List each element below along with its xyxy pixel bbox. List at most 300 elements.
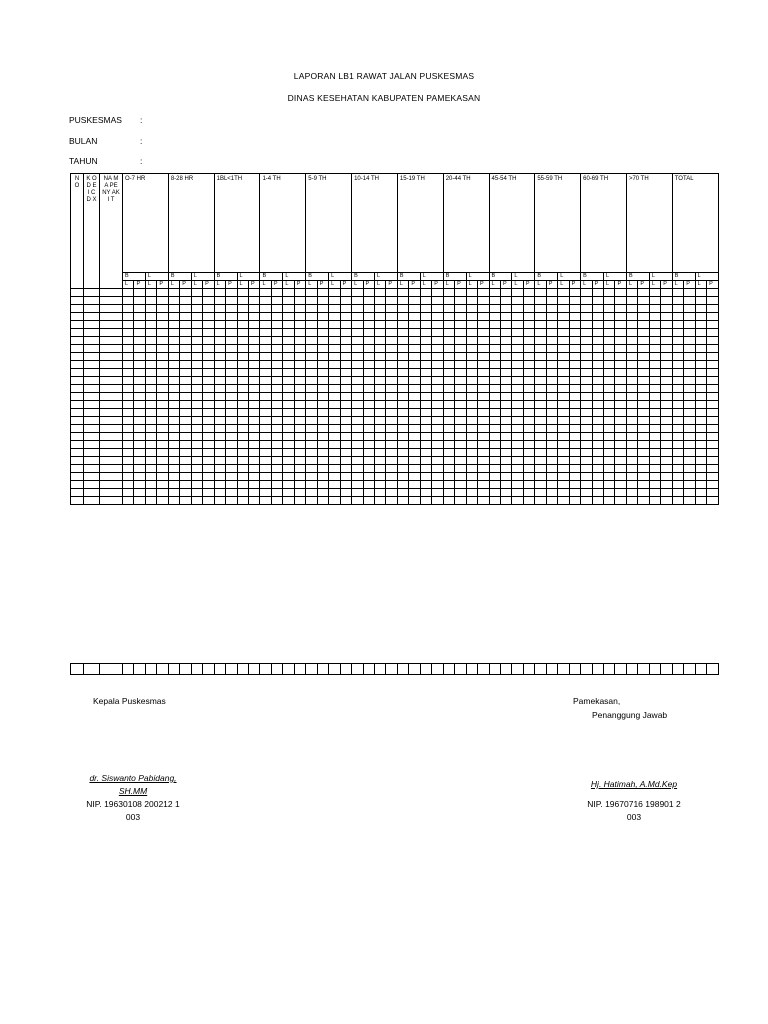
table-cell bbox=[317, 497, 328, 505]
summary-cell bbox=[420, 664, 431, 675]
table-cell bbox=[340, 321, 351, 329]
table-cell bbox=[123, 337, 134, 345]
sub-header-lp-l: L bbox=[489, 281, 500, 289]
table-cell bbox=[512, 497, 523, 505]
table-cell bbox=[134, 353, 145, 361]
table-cell bbox=[626, 313, 637, 321]
table-cell bbox=[432, 425, 443, 433]
table-cell bbox=[581, 305, 592, 313]
table-cell bbox=[638, 289, 649, 297]
table-cell bbox=[168, 481, 179, 489]
table-cell bbox=[569, 489, 580, 497]
table-cell bbox=[432, 409, 443, 417]
table-cell bbox=[672, 401, 683, 409]
age-group-header: 8-28 HR bbox=[168, 174, 214, 273]
table-cell bbox=[71, 361, 84, 369]
table-cell bbox=[214, 489, 225, 497]
table-cell bbox=[672, 393, 683, 401]
table-cell bbox=[294, 425, 305, 433]
table-cell bbox=[672, 369, 683, 377]
table-cell bbox=[363, 497, 374, 505]
table-cell bbox=[592, 353, 603, 361]
table-cell bbox=[397, 481, 408, 489]
table-cell bbox=[581, 321, 592, 329]
sub-header-lp-l: L bbox=[649, 281, 660, 289]
table-row bbox=[71, 329, 719, 337]
table-cell bbox=[592, 385, 603, 393]
table-cell bbox=[191, 393, 202, 401]
table-cell bbox=[363, 457, 374, 465]
table-cell bbox=[500, 321, 511, 329]
table-cell bbox=[352, 457, 363, 465]
table-cell bbox=[649, 321, 660, 329]
table-cell bbox=[294, 369, 305, 377]
table-cell bbox=[248, 473, 259, 481]
sub-header-lp-p: P bbox=[615, 281, 626, 289]
table-cell bbox=[237, 329, 248, 337]
table-cell bbox=[317, 425, 328, 433]
table-cell bbox=[340, 361, 351, 369]
table-cell bbox=[260, 425, 271, 433]
table-cell bbox=[191, 353, 202, 361]
table-cell bbox=[466, 289, 477, 297]
table-cell bbox=[386, 401, 397, 409]
table-cell bbox=[535, 425, 546, 433]
table-cell bbox=[180, 377, 191, 385]
table-cell bbox=[191, 433, 202, 441]
table-cell bbox=[581, 409, 592, 417]
table-cell bbox=[386, 473, 397, 481]
table-cell bbox=[203, 297, 214, 305]
table-cell bbox=[237, 481, 248, 489]
table-cell bbox=[478, 457, 489, 465]
table-cell bbox=[386, 393, 397, 401]
table-cell bbox=[558, 329, 569, 337]
table-cell bbox=[478, 489, 489, 497]
table-cell bbox=[500, 385, 511, 393]
table-cell bbox=[569, 433, 580, 441]
table-cell bbox=[409, 481, 420, 489]
table-cell bbox=[672, 321, 683, 329]
table-cell bbox=[569, 289, 580, 297]
table-cell bbox=[581, 481, 592, 489]
table-cell bbox=[71, 321, 84, 329]
table-cell bbox=[294, 305, 305, 313]
table-cell bbox=[626, 321, 637, 329]
table-cell bbox=[684, 433, 695, 441]
table-cell bbox=[523, 353, 534, 361]
table-cell bbox=[203, 457, 214, 465]
table-cell bbox=[707, 305, 719, 313]
table-cell bbox=[455, 345, 466, 353]
table-cell bbox=[71, 385, 84, 393]
table-cell bbox=[512, 337, 523, 345]
table-cell bbox=[684, 297, 695, 305]
table-cell bbox=[569, 417, 580, 425]
table-cell bbox=[168, 297, 179, 305]
table-cell bbox=[592, 321, 603, 329]
table-cell bbox=[661, 497, 672, 505]
table-cell bbox=[512, 329, 523, 337]
table-cell bbox=[397, 489, 408, 497]
table-cell bbox=[157, 297, 168, 305]
table-cell bbox=[512, 441, 523, 449]
table-cell bbox=[283, 337, 294, 345]
table-cell bbox=[397, 345, 408, 353]
summary-cell bbox=[145, 664, 156, 675]
table-cell bbox=[145, 473, 156, 481]
table-cell bbox=[443, 353, 454, 361]
table-cell bbox=[615, 297, 626, 305]
table-cell bbox=[294, 441, 305, 449]
table-row bbox=[71, 489, 719, 497]
table-cell bbox=[329, 441, 340, 449]
table-cell bbox=[100, 465, 123, 473]
table-cell bbox=[546, 401, 557, 409]
table-cell bbox=[214, 321, 225, 329]
table-cell bbox=[386, 489, 397, 497]
table-cell bbox=[649, 465, 660, 473]
table-cell bbox=[203, 321, 214, 329]
table-cell bbox=[512, 353, 523, 361]
table-cell bbox=[226, 489, 237, 497]
table-cell bbox=[546, 289, 557, 297]
table-cell bbox=[363, 345, 374, 353]
table-cell bbox=[203, 353, 214, 361]
table-cell bbox=[237, 409, 248, 417]
table-row bbox=[71, 497, 719, 505]
table-cell bbox=[409, 425, 420, 433]
table-cell bbox=[317, 481, 328, 489]
summary-cell bbox=[168, 664, 179, 675]
table-cell bbox=[363, 329, 374, 337]
table-cell bbox=[672, 457, 683, 465]
table-cell bbox=[466, 481, 477, 489]
sub-header-lp-p: P bbox=[157, 281, 168, 289]
table-cell bbox=[168, 465, 179, 473]
sub-header-lp-l: L bbox=[123, 281, 134, 289]
table-cell bbox=[592, 337, 603, 345]
age-group-header: 1-4 TH bbox=[260, 174, 306, 273]
table-cell bbox=[168, 401, 179, 409]
table-cell bbox=[340, 393, 351, 401]
table-cell bbox=[363, 489, 374, 497]
table-cell bbox=[558, 425, 569, 433]
table-cell bbox=[306, 321, 317, 329]
table-cell bbox=[695, 481, 706, 489]
table-cell bbox=[294, 433, 305, 441]
table-cell bbox=[592, 361, 603, 369]
table-cell bbox=[363, 305, 374, 313]
table-cell bbox=[569, 457, 580, 465]
table-cell bbox=[615, 409, 626, 417]
table-cell bbox=[226, 297, 237, 305]
table-cell bbox=[558, 441, 569, 449]
table-cell bbox=[237, 457, 248, 465]
table-cell bbox=[386, 289, 397, 297]
table-cell bbox=[226, 425, 237, 433]
table-cell bbox=[649, 377, 660, 385]
table-cell bbox=[134, 449, 145, 457]
table-cell bbox=[84, 465, 100, 473]
table-cell bbox=[191, 345, 202, 353]
table-cell bbox=[237, 345, 248, 353]
table-cell bbox=[512, 377, 523, 385]
table-cell bbox=[420, 345, 431, 353]
table-cell bbox=[294, 377, 305, 385]
table-cell bbox=[626, 377, 637, 385]
table-cell bbox=[271, 321, 282, 329]
table-cell bbox=[695, 369, 706, 377]
table-cell bbox=[226, 313, 237, 321]
table-cell bbox=[294, 385, 305, 393]
table-cell bbox=[489, 425, 500, 433]
table-cell bbox=[363, 337, 374, 345]
table-cell bbox=[443, 473, 454, 481]
table-cell bbox=[248, 441, 259, 449]
sub-header-lp-l: L bbox=[626, 281, 637, 289]
table-cell bbox=[294, 321, 305, 329]
table-cell bbox=[226, 361, 237, 369]
table-cell bbox=[374, 465, 385, 473]
table-cell bbox=[180, 417, 191, 425]
table-cell bbox=[374, 377, 385, 385]
table-cell bbox=[615, 465, 626, 473]
table-cell bbox=[134, 481, 145, 489]
table-cell bbox=[271, 393, 282, 401]
table-cell bbox=[248, 433, 259, 441]
table-cell bbox=[672, 377, 683, 385]
table-cell bbox=[283, 353, 294, 361]
table-cell bbox=[638, 497, 649, 505]
table-cell bbox=[283, 425, 294, 433]
table-cell bbox=[626, 297, 637, 305]
summary-cell bbox=[306, 664, 317, 675]
table-cell bbox=[420, 425, 431, 433]
table-cell bbox=[123, 457, 134, 465]
table-cell bbox=[306, 417, 317, 425]
table-cell bbox=[340, 417, 351, 425]
table-cell bbox=[409, 369, 420, 377]
table-cell bbox=[145, 457, 156, 465]
table-cell bbox=[397, 321, 408, 329]
left-signer-role: Kepala Puskesmas bbox=[93, 696, 166, 706]
sub-header-lp-p: P bbox=[569, 281, 580, 289]
table-cell bbox=[214, 481, 225, 489]
sub-header-b: B bbox=[168, 273, 191, 281]
table-cell bbox=[100, 297, 123, 305]
table-cell bbox=[260, 449, 271, 457]
table-cell bbox=[420, 329, 431, 337]
table-cell bbox=[478, 465, 489, 473]
table-cell bbox=[352, 401, 363, 409]
table-cell bbox=[191, 329, 202, 337]
table-cell bbox=[100, 441, 123, 449]
table-cell bbox=[168, 409, 179, 417]
table-cell bbox=[191, 321, 202, 329]
table-cell bbox=[569, 385, 580, 393]
table-cell bbox=[649, 401, 660, 409]
table-cell bbox=[84, 353, 100, 361]
table-cell bbox=[214, 289, 225, 297]
table-cell bbox=[294, 409, 305, 417]
summary-cell bbox=[191, 664, 202, 675]
sub-header-lp-l: L bbox=[397, 281, 408, 289]
sub-header-b: B bbox=[581, 273, 604, 281]
table-cell bbox=[695, 497, 706, 505]
table-cell bbox=[214, 361, 225, 369]
table-cell bbox=[237, 353, 248, 361]
table-cell bbox=[707, 321, 719, 329]
table-cell bbox=[523, 433, 534, 441]
table-cell bbox=[500, 345, 511, 353]
sub-header-l: L bbox=[649, 273, 672, 281]
table-cell bbox=[638, 361, 649, 369]
table-cell bbox=[443, 497, 454, 505]
table-row bbox=[71, 465, 719, 473]
table-cell bbox=[707, 329, 719, 337]
table-cell bbox=[260, 353, 271, 361]
report-title: LAPORAN LB1 RAWAT JALAN PUSKESMAS bbox=[293, 71, 475, 81]
table-cell bbox=[317, 401, 328, 409]
table-cell bbox=[397, 473, 408, 481]
table-cell bbox=[649, 489, 660, 497]
summary-cell bbox=[271, 664, 282, 675]
table-cell bbox=[466, 353, 477, 361]
table-cell bbox=[615, 441, 626, 449]
sub-header-lp-p: P bbox=[386, 281, 397, 289]
table-cell bbox=[306, 489, 317, 497]
table-cell bbox=[340, 401, 351, 409]
table-cell bbox=[71, 305, 84, 313]
summary-cell bbox=[604, 664, 615, 675]
table-cell bbox=[306, 329, 317, 337]
table-cell bbox=[317, 353, 328, 361]
sub-header-lp-l: L bbox=[191, 281, 202, 289]
table-cell bbox=[283, 409, 294, 417]
table-cell bbox=[455, 289, 466, 297]
table-cell bbox=[592, 481, 603, 489]
table-cell bbox=[466, 401, 477, 409]
table-cell bbox=[340, 449, 351, 457]
table-cell bbox=[397, 457, 408, 465]
table-cell bbox=[455, 329, 466, 337]
table-cell bbox=[478, 289, 489, 297]
table-cell bbox=[478, 297, 489, 305]
table-cell bbox=[180, 433, 191, 441]
table-cell bbox=[168, 329, 179, 337]
table-cell bbox=[203, 481, 214, 489]
table-row bbox=[71, 297, 719, 305]
table-cell bbox=[409, 385, 420, 393]
table-cell bbox=[546, 449, 557, 457]
table-cell bbox=[214, 409, 225, 417]
table-cell bbox=[237, 441, 248, 449]
table-cell bbox=[329, 481, 340, 489]
table-cell bbox=[134, 305, 145, 313]
table-cell bbox=[352, 449, 363, 457]
table-cell bbox=[409, 289, 420, 297]
table-cell bbox=[443, 329, 454, 337]
table-cell bbox=[260, 305, 271, 313]
table-cell bbox=[157, 449, 168, 457]
table-cell bbox=[615, 481, 626, 489]
table-cell bbox=[558, 305, 569, 313]
table-cell bbox=[248, 457, 259, 465]
table-cell bbox=[661, 337, 672, 345]
table-cell bbox=[489, 417, 500, 425]
table-cell bbox=[672, 465, 683, 473]
table-cell bbox=[340, 489, 351, 497]
table-cell bbox=[386, 297, 397, 305]
table-cell bbox=[443, 393, 454, 401]
table-cell bbox=[443, 401, 454, 409]
table-cell bbox=[512, 465, 523, 473]
table-cell bbox=[707, 465, 719, 473]
table-cell bbox=[271, 289, 282, 297]
table-cell bbox=[134, 377, 145, 385]
sub-header-lp-l: L bbox=[352, 281, 363, 289]
summary-cell bbox=[500, 664, 511, 675]
table-cell bbox=[306, 345, 317, 353]
table-cell bbox=[191, 473, 202, 481]
table-cell bbox=[649, 393, 660, 401]
table-cell bbox=[432, 321, 443, 329]
table-cell bbox=[260, 361, 271, 369]
age-group-header: 60-69 TH bbox=[581, 174, 627, 273]
table-cell bbox=[638, 353, 649, 361]
table-cell bbox=[661, 321, 672, 329]
table-cell bbox=[260, 497, 271, 505]
table-cell bbox=[145, 313, 156, 321]
table-cell bbox=[329, 425, 340, 433]
table-cell bbox=[352, 497, 363, 505]
table-cell bbox=[317, 433, 328, 441]
field-sep-tahun: : bbox=[140, 156, 143, 166]
table-cell bbox=[340, 433, 351, 441]
summary-cell bbox=[707, 664, 719, 675]
table-cell bbox=[237, 393, 248, 401]
table-cell bbox=[386, 313, 397, 321]
table-cell bbox=[157, 305, 168, 313]
table-cell bbox=[237, 417, 248, 425]
table-cell bbox=[672, 473, 683, 481]
sub-header-lp-p: P bbox=[317, 281, 328, 289]
table-cell bbox=[100, 473, 123, 481]
table-cell bbox=[455, 361, 466, 369]
table-cell bbox=[84, 329, 100, 337]
table-cell bbox=[535, 465, 546, 473]
table-cell bbox=[386, 441, 397, 449]
table-cell bbox=[695, 345, 706, 353]
table-cell bbox=[248, 305, 259, 313]
table-cell bbox=[386, 345, 397, 353]
table-cell bbox=[374, 393, 385, 401]
sub-header-lp-l: L bbox=[283, 281, 294, 289]
table-cell bbox=[386, 377, 397, 385]
table-cell bbox=[546, 481, 557, 489]
table-cell bbox=[145, 377, 156, 385]
table-cell bbox=[123, 377, 134, 385]
table-cell bbox=[271, 481, 282, 489]
table-cell bbox=[100, 393, 123, 401]
table-cell bbox=[489, 353, 500, 361]
left-signer-name-1: dr. Siswanto Pabidang, bbox=[89, 773, 177, 783]
table-cell bbox=[134, 433, 145, 441]
table-cell bbox=[592, 465, 603, 473]
table-cell bbox=[237, 385, 248, 393]
table-cell bbox=[649, 417, 660, 425]
